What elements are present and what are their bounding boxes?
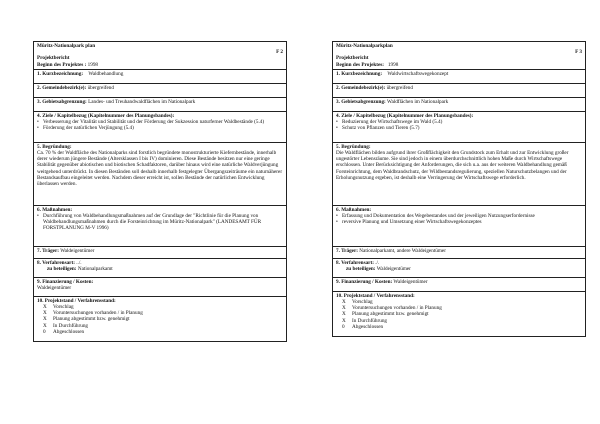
section-7 bbox=[34, 246, 286, 258]
section-8-sub-label: zu beteiligen: bbox=[346, 266, 376, 273]
section-1 bbox=[34, 69, 286, 83]
section-7 bbox=[333, 246, 585, 258]
section-9-label: 9. Finanzierung / Kosten: bbox=[336, 278, 393, 285]
section-8-sub-label: zu beteiligen: bbox=[47, 266, 77, 273]
status-item: X Voruntersuchungen vorhanden / in Planung bbox=[342, 305, 442, 312]
start-label: Beginn des Projektes : bbox=[37, 61, 87, 68]
report-title: Projektbericht bbox=[336, 55, 369, 62]
status-item: X Vorschlag bbox=[43, 304, 74, 311]
org-title: Müritz-Nationalparkplan bbox=[336, 43, 393, 49]
section-5-text: Die Waldflächen bilden aufgrund ihrer Großflächigkeit den Grundstock zum Erhalt und zur Entwicklung großer ungestörter Lebensräume. Sie sind jedoch in einem überdurchschnittlich hohen Maße durch Wirtschaftswege erschlossen. Unter Berücksichtigung der Anforderungen, die sich u.a. aus der weiteren Waldbehandlung gemäß Forsteinrichtung, dem Waldbrandschutz, der Wildbestandsregulierung, speziellen Naturschutzbelangen und der Erholungsnutzung ergeben, ist deshalb eine Verringerung der Wirtschaftswege erforderlich. bbox=[336, 150, 569, 181]
section-2-label: 2. Gemeindebezirk(e): bbox=[37, 84, 87, 91]
status-item: X Voruntersuchungen vorhanden / in Planung bbox=[43, 310, 143, 317]
section-10 bbox=[333, 291, 585, 336]
section-2 bbox=[333, 83, 585, 97]
section-5 bbox=[333, 142, 585, 205]
section-4 bbox=[333, 111, 585, 142]
section-9 bbox=[34, 277, 286, 296]
sheet-header bbox=[34, 42, 286, 69]
start-label: Beginn des Projektes: bbox=[336, 61, 385, 68]
section-2 bbox=[34, 83, 286, 97]
section-1-value: Waldbehandlung bbox=[88, 70, 124, 77]
status-item: 0 Abgeschlossen bbox=[342, 323, 384, 330]
section-4-label: 4. Ziele / Kapitelbezug (Kapitelnummer des Planungsbandes): bbox=[37, 112, 175, 119]
list-item: • Reduzierung der Wirtschaftswege im Wald (5.4) bbox=[336, 119, 443, 126]
section-8-value: ./. bbox=[375, 259, 380, 266]
section-8-sub-value: Waldeigentümer bbox=[376, 266, 411, 273]
sheet-code: F 2 bbox=[276, 49, 283, 56]
section-8-label: 8. Verfahrensart: bbox=[336, 259, 374, 266]
status-item: 0 Abgeschlossen bbox=[43, 328, 85, 335]
section-3-value: Waldflächen im Nationalpark bbox=[386, 98, 449, 105]
section-9-label: 9. Finanzierung / Kosten: bbox=[37, 278, 94, 285]
section-4 bbox=[34, 111, 286, 142]
project-sheet-f2 bbox=[33, 41, 287, 342]
section-5 bbox=[34, 142, 286, 205]
list-item: • reversive Planung und Umsetzung einer Wirtschaftswegekonzeptes bbox=[336, 219, 482, 226]
section-6 bbox=[333, 205, 585, 246]
section-6-label: 6. Maßnahmen: bbox=[37, 206, 73, 213]
section-5-text: Ca. 70 % der Waldfläche des Nationalparks sind forstlich begründete monostrukturierte Kiefernbestände, innerhalb derer wiederum jüngere Bestände (Altersklassen I bis IV) dominieren. Diese Bestände besitzen nur eine geringe Stabilität gegenüber abiotischen und biotischen Schadfaktoren, darüber hinaus wird eine natürliche Waldverjüngung weitgehend unterdrückt. In diesen Beständen soll deshalb innerhalb festgelegter Übergangszeiträume ein naturnäherer Bestandsaufbau eingeleitet werden. Nachdem dieser erreicht ist, sollen Bestände der natürlichen Entwicklung überlassen werden. bbox=[37, 150, 283, 188]
section-1-value: Waldwirtschaftswegekonzept bbox=[387, 70, 449, 77]
section-10-label: 10. Projektstand / Verfahrensstand: bbox=[37, 297, 116, 304]
section-2-label: 2. Gemeindebezirk(e): bbox=[336, 84, 386, 91]
status-item: X Planung abgestimmt bzw. genehmigt bbox=[43, 316, 130, 323]
section-6 bbox=[34, 205, 286, 246]
org-title: Müritz-Nationalpark plan bbox=[37, 43, 96, 49]
section-7-value: Nationalparkamt, andere Waldeigentümer bbox=[359, 247, 446, 254]
section-8-label: 8. Verfahrensart: bbox=[37, 259, 75, 266]
sheet-header bbox=[333, 42, 585, 69]
sheet-code: F 3 bbox=[575, 49, 582, 56]
section-7-value: Waldeigentümer bbox=[60, 247, 95, 254]
list-item: • Durchführung von Waldbehandlungsmaßnahmen auf der Grundlage der "Richtlinie für die Planung von Waldbehandlungsmaßnahmen durch die Forsteinrichtung im Müritz-Nationalpark" (LANDESAMT FÜR FORSTPLANUNG M-V 1996) bbox=[37, 213, 262, 232]
section-9-value: Waldeigentümer bbox=[393, 278, 428, 285]
section-10 bbox=[34, 296, 286, 341]
section-9-value: Waldeigentümer bbox=[37, 285, 72, 292]
section-6-label: 6. Maßnahmen: bbox=[336, 206, 372, 213]
section-9 bbox=[333, 277, 585, 291]
section-2-value: übergreifend bbox=[87, 84, 114, 91]
section-1-label: 1. Kurzbezeichnung: bbox=[336, 70, 383, 77]
section-7-label: 7. Träger: bbox=[37, 247, 59, 254]
project-sheet-f3 bbox=[332, 41, 586, 337]
section-3 bbox=[333, 97, 585, 111]
list-item: • Schutz von Pflanzen und Tieren (5.7) bbox=[336, 125, 420, 132]
section-2-value: übergreifend bbox=[386, 84, 413, 91]
status-item: X In Durchführung bbox=[43, 322, 89, 329]
section-7-label: 7. Träger: bbox=[336, 247, 358, 254]
status-item: X Planung abgestimmt bzw. genehmigt bbox=[342, 311, 429, 318]
section-1-label: 1. Kurzbezeichnung: bbox=[37, 70, 84, 77]
section-3-label: 3. Gebietsabgrenzung: bbox=[336, 98, 386, 105]
section-8 bbox=[34, 258, 286, 277]
section-5-label: 5. Begründung: bbox=[37, 143, 72, 150]
list-item: • Verbesserung der Vitalität und Stabilität und der Förderung der Sukzession naturferner Waldbestände (5.4) bbox=[37, 119, 265, 126]
section-3-value: Landes- und Treuhandwaldflächen im Nationalpark bbox=[88, 98, 196, 105]
list-item: • Erfassung und Dokumentation des Wegebestandes und der jeweiligen Nutzungserfordernisse bbox=[336, 213, 535, 220]
start-value: 1998 bbox=[387, 61, 399, 68]
section-8-sub-value: Nationalparkamt bbox=[77, 266, 113, 273]
status-item: X In Durchführung bbox=[342, 317, 388, 324]
section-4-label: 4. Ziele / Kapitelbezug (Kapitelnummer des Planungsbandes): bbox=[336, 112, 474, 119]
section-10-label: 10. Projektstand / Verfahrensstand: bbox=[336, 292, 415, 299]
list-item: • Förderung der natürlichen Verjüngung (5.4) bbox=[37, 125, 134, 132]
section-8 bbox=[333, 258, 585, 277]
report-title: Projektbericht bbox=[37, 55, 70, 62]
section-5-label: 5. Begründung: bbox=[336, 143, 371, 150]
status-item: X Vorschlag bbox=[342, 299, 373, 306]
section-8-value: ../. bbox=[76, 259, 82, 266]
start-value: 1998 bbox=[87, 61, 98, 68]
section-1 bbox=[333, 69, 585, 83]
section-3-label: 3. Gebietsabgrenzung: bbox=[37, 98, 87, 105]
section-3 bbox=[34, 97, 286, 111]
